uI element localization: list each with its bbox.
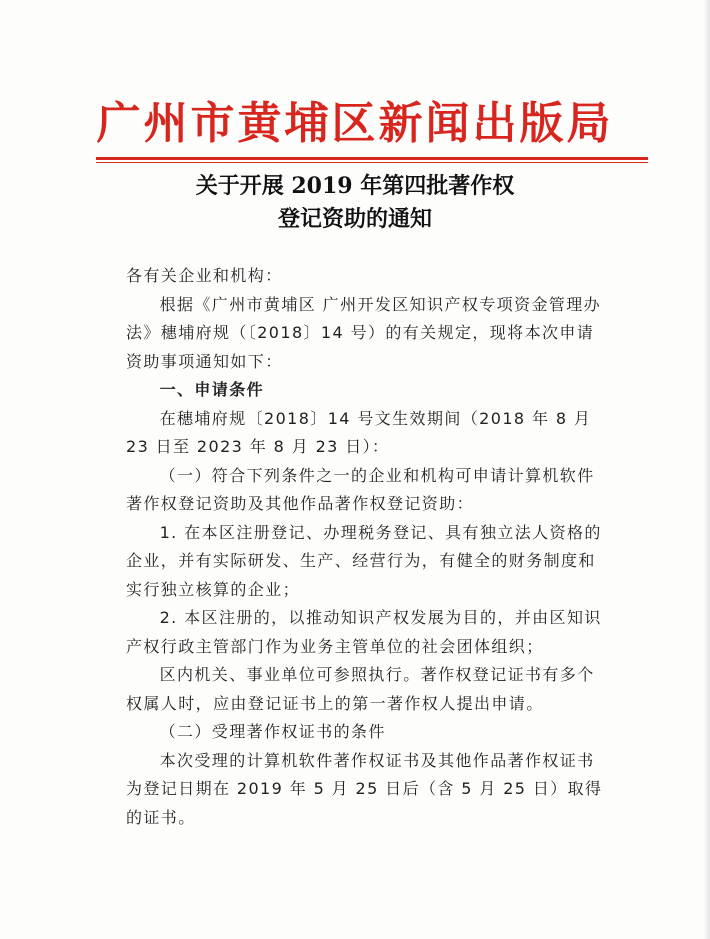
eligibility-item-1: 1. 在本区注册登记、办理税务登记、具有独立法人资格的企业，并有实际研发、生产、经营行为，有健全的财务制度和实行独立核算的企业； <box>126 522 602 599</box>
salutation: 各有关企业和机构： <box>126 266 283 285</box>
validity-period-paragraph: 在穗埔府规〔2018〕14 号文生效期间（2018 年 8 月 23 日至 2023 年 8 月 23 日）： <box>126 408 592 456</box>
document-body <box>126 262 608 832</box>
subsection-heading-certificate-conditions: （二）受理著作权证书的条件 <box>159 722 386 741</box>
section-heading-conditions: 一、申请条件 <box>159 380 264 399</box>
red-separator-thick <box>96 157 648 160</box>
intro-paragraph: 根据《广州市黄埔区 广州开发区知识产权专项资金管理办法》穗埔府规（〔2018〕14 号）的有关规定，现将本次申请资助事项通知如下： <box>126 294 602 371</box>
eligibility-note: 区内机关、事业单位可参照执行。著作权登记证书有多个权属人时，应由登记证书上的第一著作权人提出申请。 <box>126 665 595 713</box>
certificate-conditions-paragraph: 本次受理的计算机软件著作权证书及其他作品著作权证书为登记日期在 2019 年 5 月 25 日后（含 5 月 25 日）取得的证书。 <box>126 750 603 827</box>
red-separator-thin <box>96 162 648 163</box>
subsection-heading-eligible-applicants: （一）符合下列条件之一的企业和机构可申请计算机软件著作权登记资助及其他作品著作权登记资助： <box>126 465 595 513</box>
document-title-line-2: 登记资助的通知 <box>277 206 432 232</box>
document-title-line-1: 关于开展 2019 年第四批著作权 <box>195 173 515 199</box>
issuing-authority-header: 广州市黄埔区新闻出版局 <box>96 98 614 149</box>
eligibility-item-2: 2. 本区注册的，以推动知识产权发展为目的，并由区知识产权行政主管部门作为业务主管单位的社会团体组织； <box>126 608 602 656</box>
